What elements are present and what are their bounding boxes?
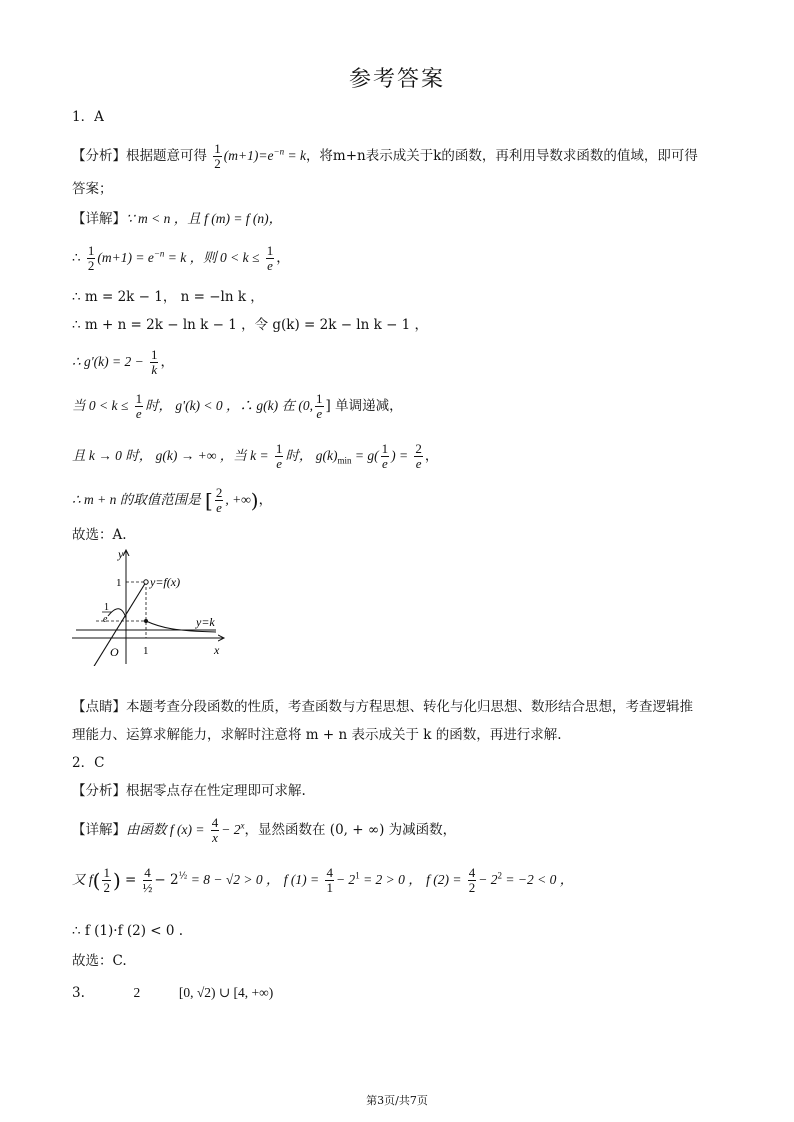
q1-step-6-b: 时， g'(k) < 0 ，∴ g(k) 在 (0, — [145, 398, 314, 413]
fraction-one-over-k: $\frac{1}{k}$ — [150, 347, 158, 377]
q1-analysis-line-2: 答案； — [72, 181, 113, 197]
page-title: 参考答案 — [348, 67, 445, 92]
q1-header: 1．A — [72, 109, 104, 125]
q3-blank-2: [0, √2) ∪ [4, +∞) — [178, 985, 274, 1000]
y-tick-inv-e-num: 1 — [104, 602, 109, 613]
q2-eval-g: − 2 — [478, 872, 498, 887]
analysis-tag: 【分析】 — [72, 783, 126, 799]
q3-line — [72, 984, 273, 1002]
fraction-one-over-e: $\frac{1}{e}$ — [316, 391, 323, 421]
q2-analysis — [72, 782, 306, 800]
therefore-symbol: ∴ — [72, 250, 81, 266]
fraction-one-over-e: $\frac{1}{e}$ — [275, 441, 283, 471]
fraction-four-over-one: $\frac{4}{1}$ — [326, 865, 333, 895]
q1-comment-1: 本题考查分段函数的性质，考查函数与方程思想、转化与化归思想、数形结合思想，考查逻辑推 — [126, 699, 693, 715]
fraction-two-over-e: $\frac{2}{e}$ — [215, 485, 223, 515]
y-tick-one: 1 — [116, 577, 122, 589]
q3-blank-1: 2 — [133, 985, 141, 1000]
q1-step-3: ∴ m = 2k − 1， n = −ln k ， — [72, 289, 264, 305]
q2-product: ∴ f (1)·f (2) < 0 . — [72, 923, 184, 939]
fraction-one-half: $\frac{1}{2}$ — [214, 141, 221, 171]
y-axis-label: y — [118, 547, 124, 561]
q1-step-7-d: = g( — [351, 448, 379, 463]
origin-label: O — [110, 645, 119, 659]
q1-step-7-e: ) = — [391, 448, 409, 463]
fraction-one-over-e: $\frac{1}{e}$ — [266, 243, 274, 273]
q1-step-6-a: 当 0 < k ≤ — [72, 398, 129, 413]
q1-step-5: ∴ g'(k) = 2 − $\frac{1}{k}$ ， — [72, 347, 174, 377]
q1-step-2: ∴ $\frac{1}{2}$ $(m+1) = e^{-n} = k$ ，则 0 < k ≤ $\frac{1}{e}$ ， — [72, 243, 290, 273]
q1-analysis-line-1: 【分析】根据题意可得 $\frac{1}{2}$ $(m+1)=e^{-n} = k$，将m+n表示成关于k的函数，再利用导数求函数的值域，即可得 — [72, 141, 698, 171]
line-label: y=k — [196, 615, 215, 629]
q1-step-8: ∴ m + n 的取值范围是 [ $\frac{2}{e}$ , +∞)， — [72, 485, 273, 515]
q2-analysis-text: 根据零点存在性定理即可求解. — [126, 783, 306, 799]
curve-bump — [108, 609, 126, 618]
q2-header: 2．C — [72, 755, 105, 771]
y-tick-inv-e-den: e — [103, 614, 108, 625]
closed-point — [144, 619, 148, 623]
x-tick-one: 1 — [143, 645, 149, 657]
q1-detail-1: ∵ m < n ，且 f (m) = f (n)， — [126, 211, 283, 226]
q1-step-7-b: 时， g(k) — [285, 448, 338, 463]
fraction-four-over-two: $\frac{4}{2}$ — [468, 865, 476, 895]
q1-detail-line-1 — [72, 210, 282, 228]
fraction-four-over-half: $\frac{4}{\text{½}}$ — [142, 865, 153, 895]
q2-eval-h: = −2 < 0 ， — [502, 872, 574, 887]
q2-detail-c: ，显然函数在 (0, + ∞) 为减函数， — [244, 822, 457, 838]
q1-step-6 — [72, 392, 403, 421]
q1-step-2-eq: (m+1) = e — [97, 250, 154, 265]
q1-analysis-eq: (m+1)=e — [223, 148, 274, 163]
q2-detail: 【详解】由函数 f (x) = $\frac{4}{x}$ − $2^x$，显然函数在 (0, + ∞) 为减函数， — [72, 815, 457, 845]
q2-eval-e: = 2 > 0 ， — [359, 872, 422, 887]
q1-step-7-a: 且 k → 0 时， g(k) → +∞ ，当 k = — [72, 448, 269, 463]
q1-step-2-bound: = k ，则 0 < k ≤ — [164, 250, 260, 265]
q2-eval-c: f (1) = — [283, 872, 320, 887]
min-subscript: min — [337, 455, 352, 466]
q2-eval-f: f (2) = — [426, 872, 462, 887]
q2-eval-d: − 2 — [335, 872, 356, 887]
q1-analysis-text-1: 根据题意可得 — [126, 148, 207, 164]
q1-analysis-text-2: ，将m+n表示成关于k的函数，再利用导数求函数的值域，即可得 — [305, 148, 698, 164]
curve-label: y=f(x) — [150, 575, 181, 589]
comment-tag: 【点睛】 — [72, 699, 126, 715]
fraction-one-over-e: $\frac{1}{e}$ — [381, 441, 389, 471]
q2-eval-b: = 8 − √2 > 0 ， — [187, 872, 280, 887]
q2-detail-a: 由函数 f (x) = — [126, 822, 205, 837]
q2-answer: 故选：C. — [72, 953, 127, 969]
function-graph — [66, 546, 236, 666]
q2-detail-b: − 2 — [221, 822, 241, 837]
q1-step-7: 且 k → 0 时， g(k) → +∞ ，当 k = $\frac{1}{e}$ 时， $g(k)_{min} = g$( $\frac{1}{e}$ ) = $\frac{2}{e}$ ， — [72, 441, 439, 471]
analysis-tag: 【分析】 — [72, 148, 126, 164]
detail-tag: 【详解】 — [72, 822, 126, 838]
q1-step-4: ∴ m + n = 2k − ln k − 1 ，令 g(k) = 2k − ln k − 1 ， — [72, 317, 429, 333]
fraction-two-over-e: $\frac{2}{e}$ — [415, 441, 422, 471]
fraction-one-half: $\frac{1}{2}$ — [103, 865, 110, 895]
q1-step-8-b: , +∞ — [225, 492, 251, 507]
page-footer: 第3页/共7页 — [366, 1094, 428, 1107]
q2-evaluations: 又 f( $\frac{1}{2}$ ) = $\frac{4}{\text{½}}$ − $2^{\frac{1}{2}} = 8 - √2 > 0$ ， f (1) = $\frac{4}{1}$ − $2^1 = 2 > 0$ ， f (2) = $\frac{4}{2}$ − $2^2 = -2 < 0$ ， — [72, 865, 574, 895]
q1-answer: 故选：A. — [72, 527, 127, 543]
q1-comment-line-2: 理能力、运算求解能力，求解时注意将 m + n 表示成关于 k 的函数，再进行求解. — [72, 727, 562, 743]
q1-step-5-eq: ∴ g'(k) = 2 − — [72, 354, 144, 369]
fraction-one-over-e: $\frac{1}{e}$ — [135, 391, 143, 421]
q3-header: 3. — [72, 985, 85, 1001]
fraction-four-over-x: $\frac{4}{x}$ — [211, 815, 219, 845]
detail-tag: 【详解】 — [72, 211, 126, 227]
q1-step-6-c: ] 单调递减， — [325, 398, 403, 414]
fraction-one-half: $\frac{1}{2}$ — [87, 243, 95, 273]
q2-eval-a: 又 f — [72, 872, 93, 887]
x-axis-label: x — [214, 643, 220, 657]
q1-step-8-a: ∴ m + n 的取值范围是 — [72, 492, 201, 507]
open-point — [144, 580, 148, 584]
q1-comment-line-1 — [72, 698, 693, 716]
